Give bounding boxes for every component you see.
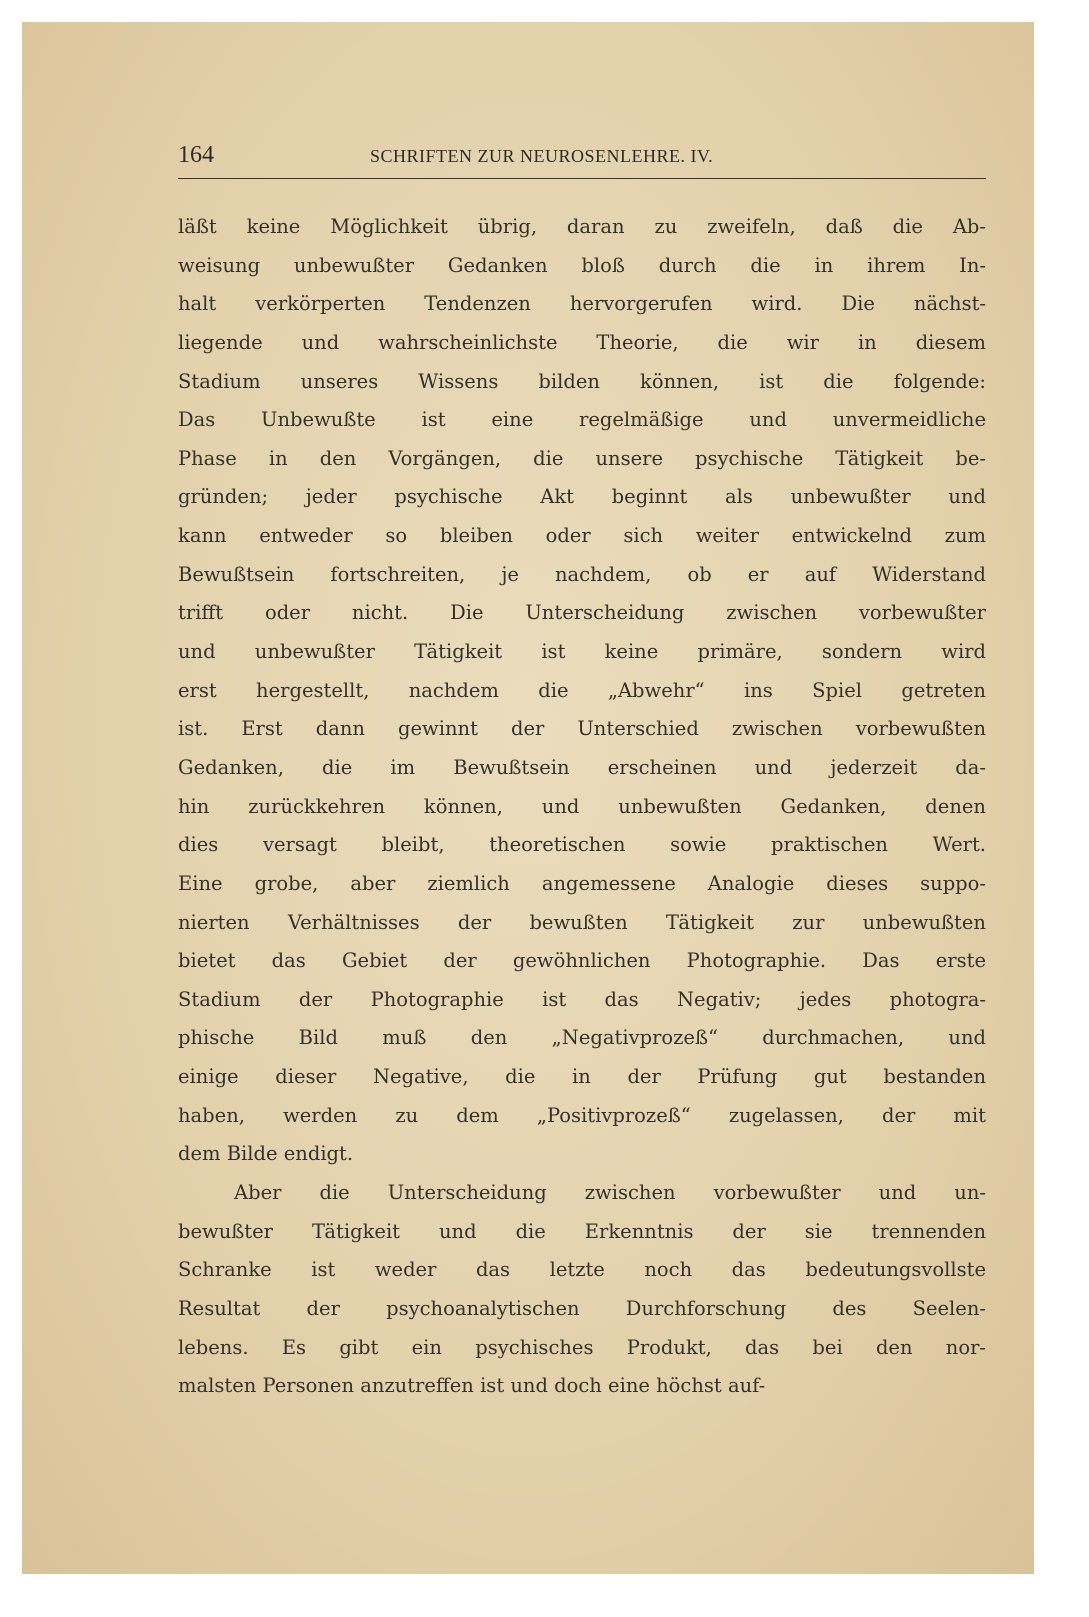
text-line: haben, werden zu dem „Positivprozeß“ zugelassen, der mit [178, 1103, 986, 1127]
text-line: phische Bild muß den „Negativprozeß“ durchmachen, und [178, 1026, 986, 1050]
text-line: nierten Verhältnisses der bewußten Tätigkeit zur unbewußten [178, 910, 986, 934]
text-line: weisung unbewußter Gedanken bloß durch die in ihrem In- [178, 253, 986, 277]
text-line: Phase in den Vorgängen, die unsere psychische Tätigkeit be- [178, 446, 986, 470]
text-line: trifft oder nicht. Die Unterscheidung zwischen vorbewußter [178, 601, 986, 625]
page-number: 164 [178, 142, 214, 168]
text-line: dem Bilde endigt. [178, 1142, 354, 1166]
text-line: hin zurückkehren können, und unbewußten Gedanken, denen [178, 794, 986, 818]
text-line: halt verkörperten Tendenzen hervorgerufen wird. Die nächst- [178, 292, 986, 316]
text-line: erst hergestellt, nachdem die „Abwehr“ ins Spiel getreten [178, 678, 986, 702]
text-line: Bewußtsein fortschreiten, je nachdem, ob er auf Widerstand [178, 562, 986, 586]
text-line: liegende und wahrscheinlichste Theorie, die wir in diesem [178, 330, 986, 354]
text-line: Schranke ist weder das letzte noch das bedeutungsvollste [178, 1258, 986, 1282]
text-line: gründen; jeder psychische Akt beginnt als unbewußter und [178, 485, 986, 509]
text-line: dies versagt bleibt, theoretischen sowie praktischen Wert. [178, 833, 986, 857]
page-header [178, 142, 986, 179]
body-text [178, 208, 986, 1406]
running-title: SCHRIFTEN ZUR NEUROSENLEHRE. IV. [370, 146, 714, 166]
text-line: malsten Personen anzutreffen ist und doch eine höchst auf- [178, 1374, 766, 1398]
text-line: läßt keine Möglichkeit übrig, daran zu zweifeln, daß die Ab- [178, 215, 986, 238]
text-line: ist. Erst dann gewinnt der Unterschied zwischen vorbewußten [178, 717, 986, 741]
text-line: lebens. Es gibt ein psychisches Produkt, das bei den nor- [178, 1335, 986, 1359]
text-line: bietet das Gebiet der gewöhnlichen Photographie. Das erste [178, 949, 986, 973]
text-line: kann entweder so bleiben oder sich weiter entwickelnd zum [178, 524, 986, 548]
text-line: Das Unbewußte ist eine regelmäßige und unvermeidliche [178, 408, 986, 432]
text-line: und unbewußter Tätigkeit ist keine primäre, sondern wird [178, 640, 986, 664]
text-line: bewußter Tätigkeit und die Erkenntnis der sie trennenden [178, 1219, 986, 1243]
text-line: Stadium unseres Wissens bilden können, ist die folgende: [178, 369, 986, 393]
text-line: Eine grobe, aber ziemlich angemessene Analogie dieses suppo- [178, 871, 986, 895]
text-line: Stadium der Photographie ist das Negativ; jedes photogra- [178, 987, 986, 1011]
text-line: Resultat der psychoanalytischen Durchforschung des Seelen- [178, 1296, 986, 1320]
text-line: Aber die Unterscheidung zwischen vorbewußter und un- [234, 1181, 986, 1205]
text-line: Gedanken, die im Bewußtsein erscheinen und jederzeit da- [178, 755, 986, 779]
text-line: einige dieser Negative, die in der Prüfung gut bestanden [178, 1065, 986, 1089]
